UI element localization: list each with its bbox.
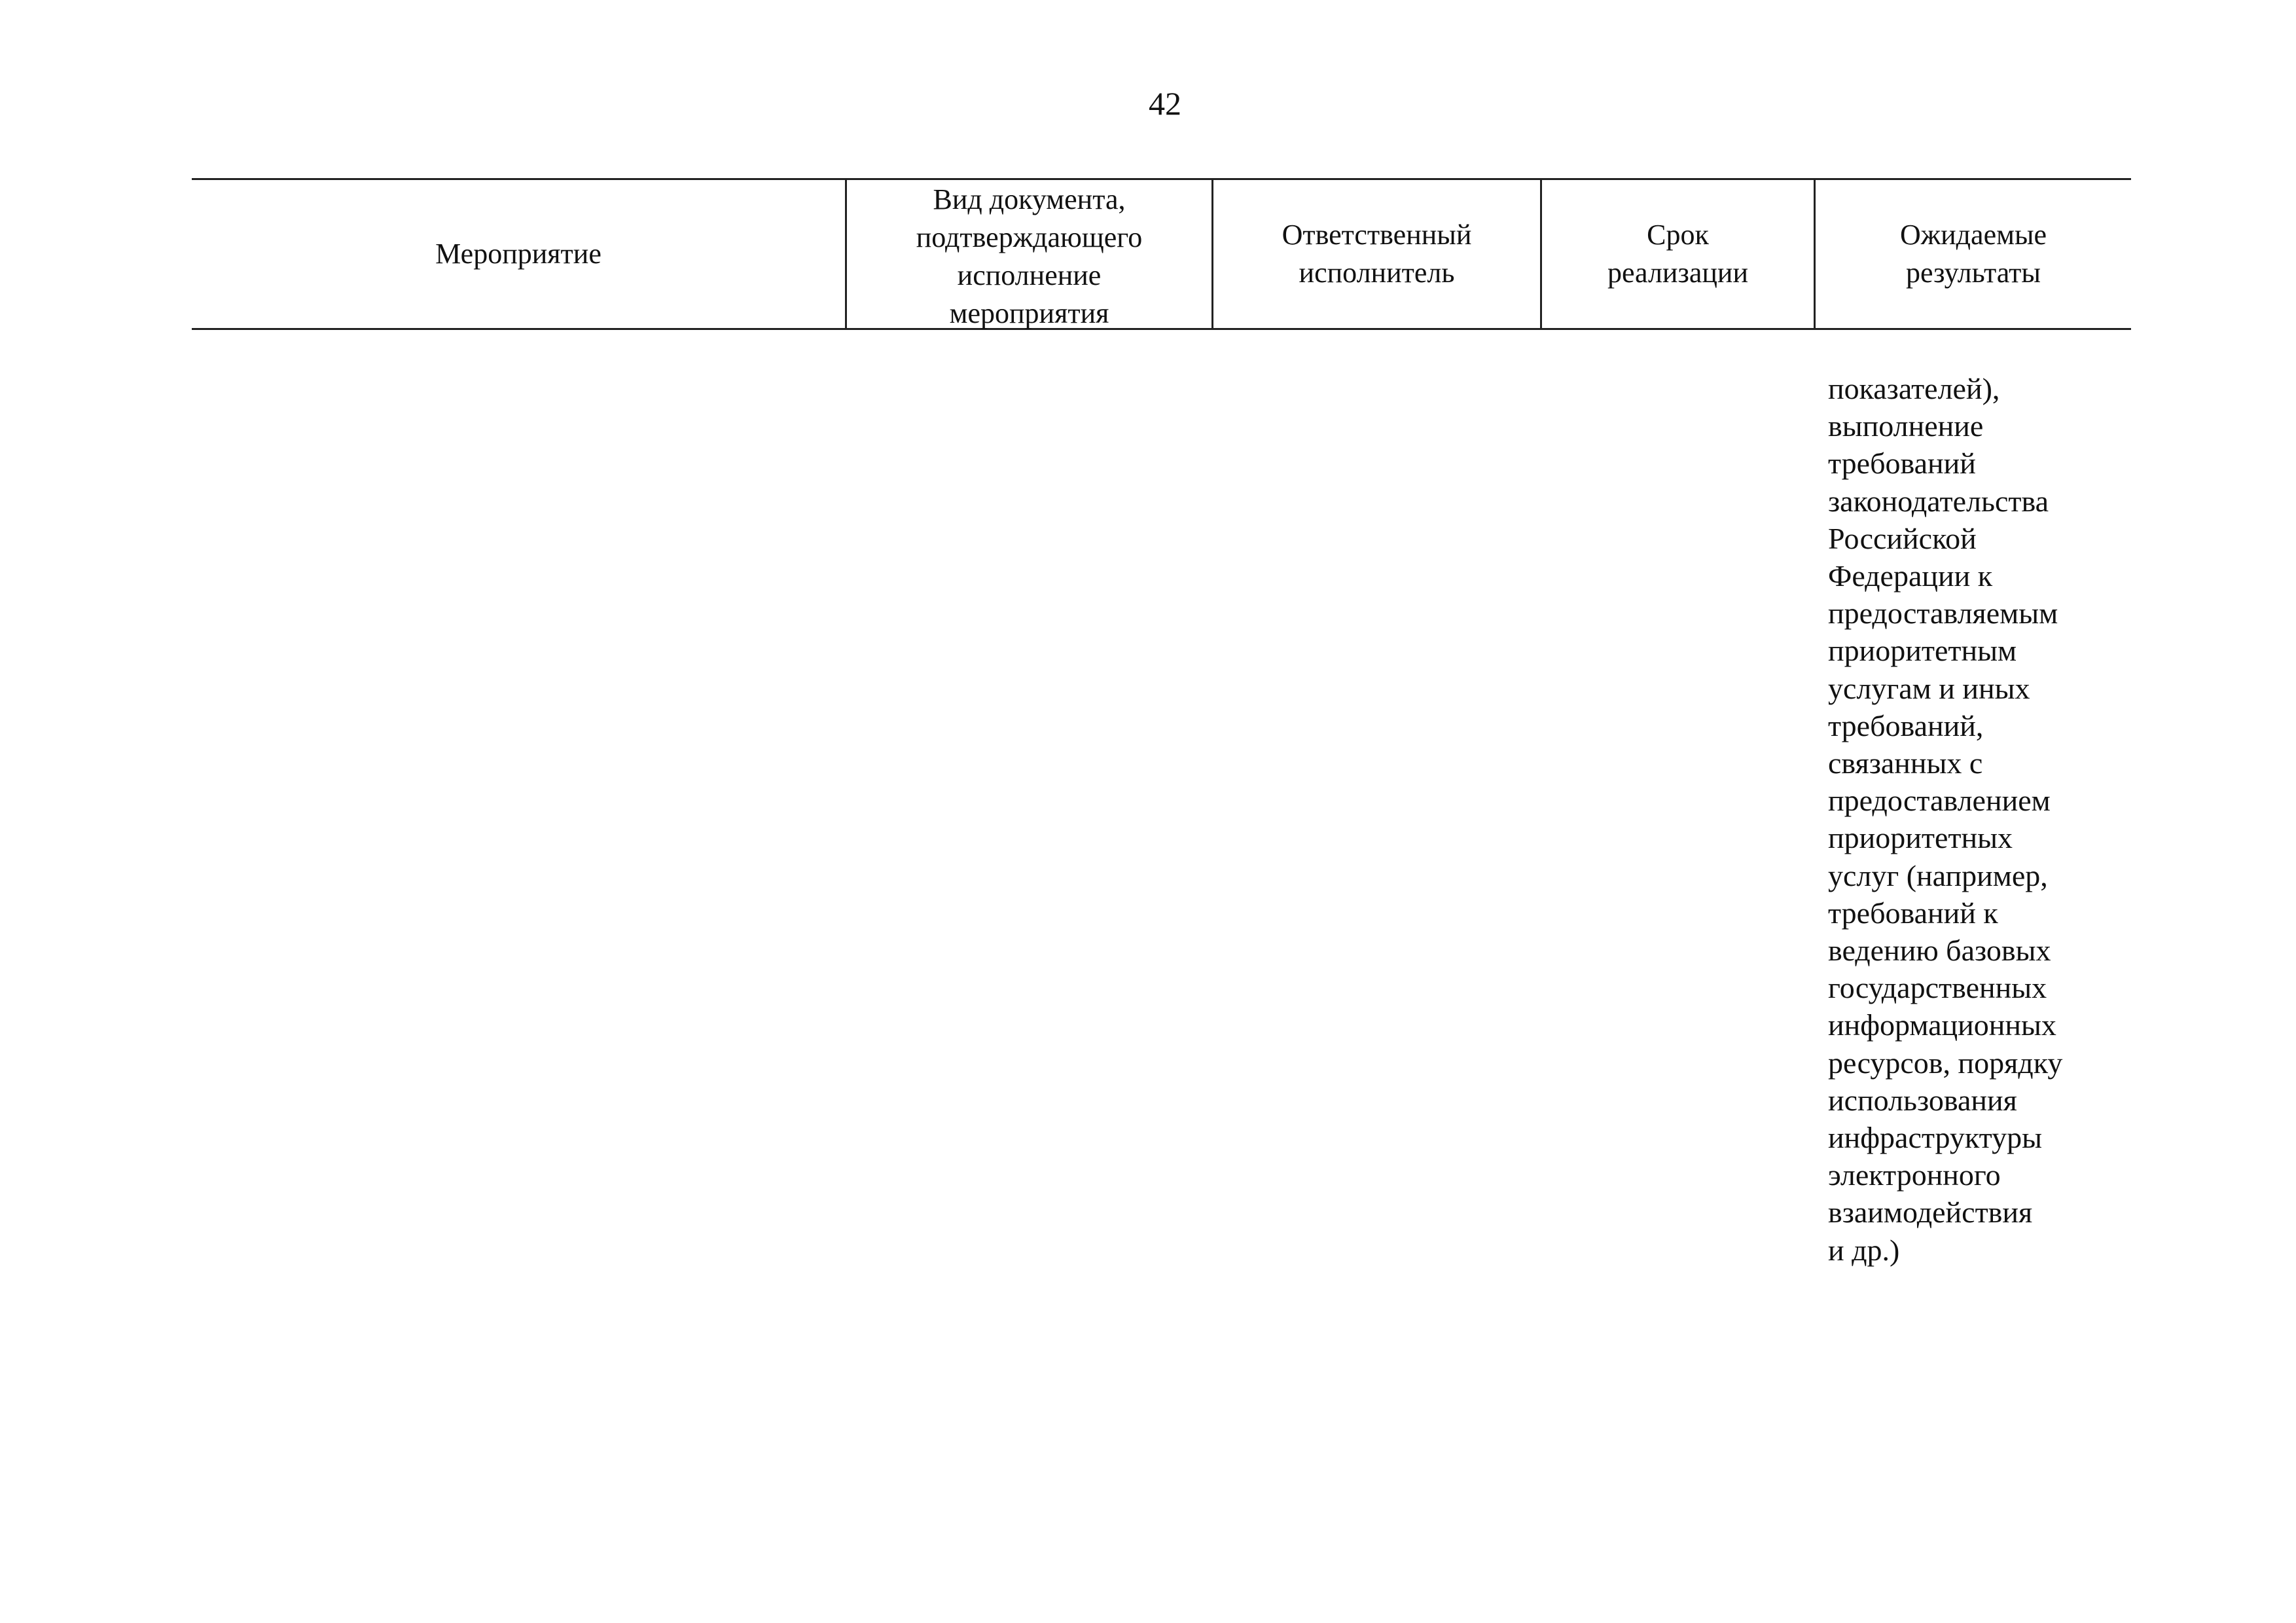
- expected-results-cell-text: показателей), выполнение требований законодательства Российской Федерации к предоставляемым приоритетным услугам и иных требований, связанных с предоставлением приоритетных услуг (например, требований к ведению базовых государственных информационных ресурсов, порядку использования инфраструктуры электронного взаимодействия и др.): [1828, 372, 2063, 1267]
- header-cell-event: Мероприятие: [435, 238, 601, 270]
- header-cell-deadline: Срок реализации: [1540, 180, 1814, 328]
- table-header: [192, 178, 2131, 330]
- header-cell-expected-results: Ожидаемые результаты: [1814, 180, 2131, 328]
- page-number: 42: [1149, 85, 1181, 122]
- header-cell-document-type: Вид документа, подтверждающего исполнение мероприятия: [845, 180, 1211, 328]
- header-cell-responsible: Ответственный исполнитель: [1211, 180, 1540, 328]
